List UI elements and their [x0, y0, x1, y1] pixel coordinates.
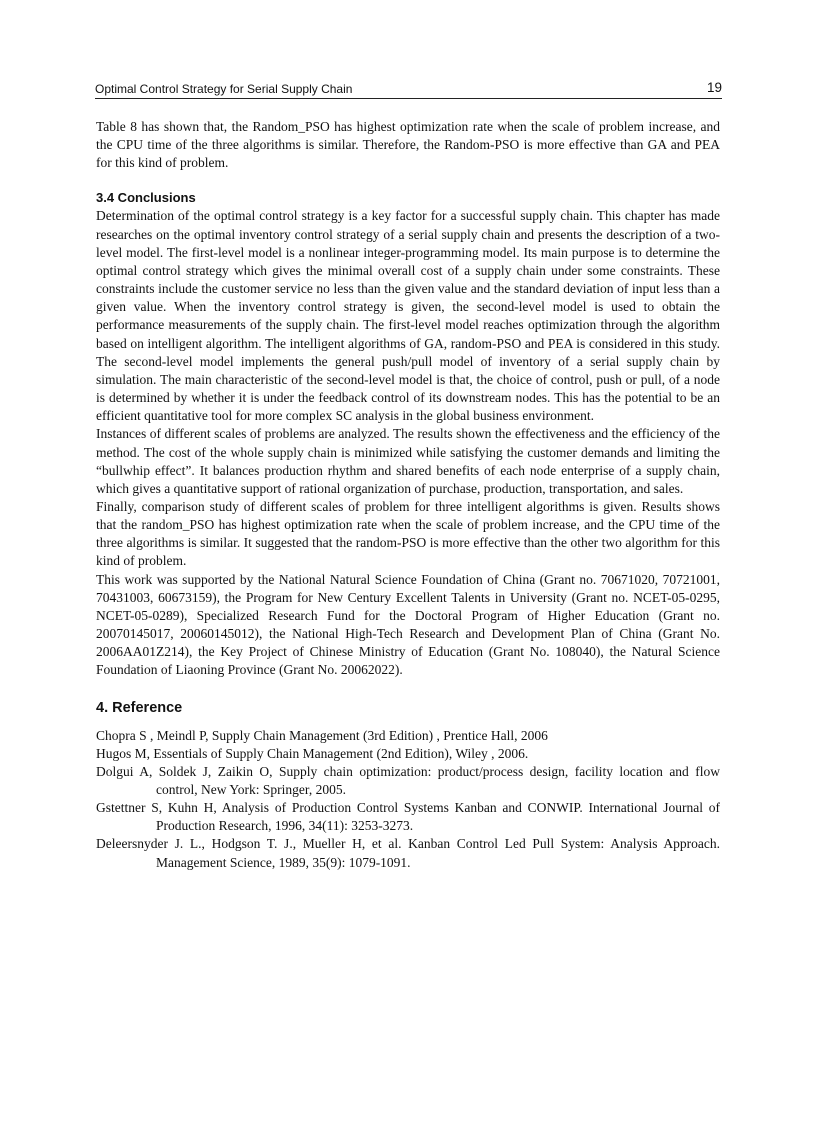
acknowledgement-paragraph: This work was supported by the National Natural Science Foundation of China (Grant no. 70671020, 70721001, 70431003, 60673159), the Program for New Century Excellent Talents in University (Grant no. NCET-05-0295, NCET-05-0289), Specialized Research Fund for the Doctoral Program of Higher Education (Grant no. 20070145017, 20060145012), the National High-Tech Research and Development Plan of China (Grant No. 2006AA01Z214), the Key Project of Chinese Ministry of Education (Grant No. 108040), the Natural Science Foundation of Liaoning Province (Grant No. 20062022). — [96, 571, 720, 678]
reference-item: Chopra S , Meindl P, Supply Chain Management (3rd Edition) , Prentice Hall, 2006 — [96, 727, 548, 743]
section-heading-reference: 4. Reference — [96, 699, 183, 716]
page-body — [96, 118, 720, 872]
conclusions-paragraph: Instances of different scales of problems are analyzed. The results shown the effectiveness and the efficiency of the method. The cost of the whole supply chain is minimized while satisfying the customer demands and limiting the “bullwhip effect”. It balances production rhythm and shared benefits of each node enterprise of a supply chain, which gives a quantitative support of rational organization of purchase, production, transportation, and sales. — [96, 426, 720, 496]
page-header — [95, 80, 722, 99]
reference-item: Dolgui A, Soldek J, Zaikin O, Supply chain optimization: product/process design, facility location and flow control, New York: Springer, 2005. — [96, 763, 720, 797]
conclusions-paragraph: Determination of the optimal control strategy is a key factor for a successful supply chain. This chapter has made researches on the optimal inventory control strategy of a serial supply chain and presents the description of a two-level model. The first-level model is a nonlinear integer-programming model. Its main purpose is to determine the optimal control strategy which gives the minimal overall cost of a supply chain under some constraints. These constraints include the customer service no less than the given value and the standard deviation of input less than a given value. When the inventory control strategy is given, the second-level model is used to obtain the performance measurements of the supply chain. The first-level model reaches optimization through the algorithm based on intelligent algorithm. The intelligent algorithms of GA, random-PSO and PEA is considered in this study. The second-level model implements the general push/pull model of inventory of a serial supply chain by simulation. The main characteristic of the second-level model is that, the choice of control, push or pull, of a node is determined by whether it is under the feedback control of its downstream nodes. This has the potential to be an efficient quantitative tool for more complex SC analysis in the global business environment. — [96, 208, 720, 424]
reference-item: Gstettner S, Kuhn H, Analysis of Production Control Systems Kanban and CONWIP. International Journal of Production Research, 1996, 34(11): 3253-3273. — [96, 800, 720, 834]
reference-item: Deleersnyder J. L., Hodgson T. J., Mueller H, et al. Kanban Control Led Pull System: Analysis Approach. Management Science, 1989, 35(9): 1079-1091. — [96, 836, 720, 870]
intro-paragraph: Table 8 has shown that, the Random_PSO has highest optimization rate when the scale of problem increase, and the CPU time of the three algorithms is similar. Therefore, the Random-PSO is more effective than GA and PEA for this kind of problem. — [96, 119, 720, 171]
conclusions-paragraph: Finally, comparison study of different scales of problem for three intelligent algorithms is given. Results shows that the random_PSO has highest optimization rate when the scale of problem increase, and the CPU time of the three algorithms is similar. It suggested that the random-PSO is more effective than the other two algorithm for this kind of problem. — [96, 498, 720, 569]
section-heading-conclusions: 3.4 Conclusions — [96, 190, 196, 206]
running-title: Optimal Control Strategy for Serial Supply Chain — [95, 82, 353, 96]
page-number: 19 — [706, 80, 722, 95]
reference-item: Hugos M, Essentials of Supply Chain Management (2nd Edition), Wiley , 2006. — [96, 745, 529, 761]
